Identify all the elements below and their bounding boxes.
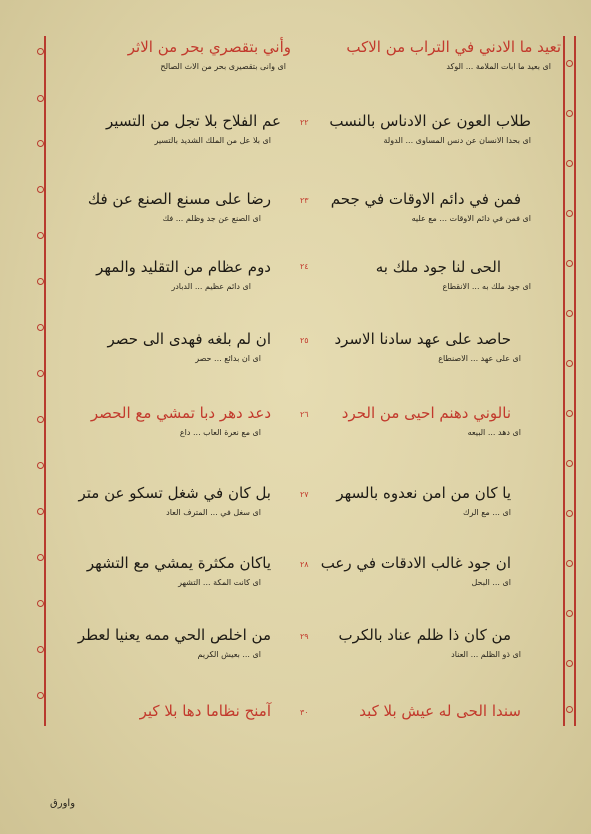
verse-left-10: آمنح نظاما دها بلا كير — [139, 702, 271, 720]
verse-right-9: من كان ذا ظلم عناد بالكرب — [338, 626, 511, 644]
gloss-right-4: اى جود ملك به ... الانقطاع — [442, 282, 531, 291]
gloss-left-6: اى مع نعرة العاب ... داع — [179, 428, 261, 437]
gloss-right-8: اى ... البحل — [471, 578, 511, 587]
right-border-line-outer — [574, 36, 576, 726]
gloss-right-3: اى فمن في دائم الاوقات ... مع عليه — [411, 214, 531, 223]
verse-left-2: عم الفلاح بلا تجل من التسير — [106, 112, 281, 130]
verse-right-6: نالوني دهنم احيى من الحرد — [341, 404, 511, 422]
verse-right-1: تعيد ما الادني في التراب من الاكب — [346, 38, 561, 56]
verse-right-5: حاصد على عهد سادنا الاسرد — [334, 330, 511, 348]
verse-marker-10: ٣٠ — [300, 708, 309, 717]
gloss-left-2: اى بلا عل من الملك الشديد بالتسير — [154, 136, 271, 145]
verse-marker-7: ٢٧ — [300, 490, 309, 499]
gloss-right-7: اى ... مع الرك — [463, 508, 511, 517]
verse-marker-8: ٢٨ — [300, 560, 309, 569]
verse-right-2: طلاب العون عن الادناس بالنسب — [329, 112, 531, 130]
verse-marker-4: ٢٤ — [300, 262, 309, 271]
verse-marker-6: ٢٦ — [300, 410, 309, 419]
verse-right-7: يا كان من امن نعدوه بالسهر — [336, 484, 511, 502]
gloss-left-7: اى سغل في ... المترف العاد — [166, 508, 261, 517]
verse-right-10: سندا الحى له عيش بلا كبد — [359, 702, 521, 720]
verse-left-6: دعد دهر دبا تمشي مع الحصر — [90, 404, 271, 422]
verse-right-8: ان جود غالب الادقات في رعب — [320, 554, 511, 572]
left-border-line — [44, 36, 46, 726]
verse-right-3: فمن في دائم الاوقات في جحم — [330, 190, 521, 208]
verse-left-4: دوم عظام من التقليد والمهر — [96, 258, 271, 276]
verse-marker-3: ٢٣ — [300, 196, 309, 205]
verse-right-4: الحى لنا جود ملك به — [375, 258, 501, 276]
verse-left-5: ان لم بلغه فهدى الى حصر — [107, 330, 271, 348]
verse-marker-5: ٢٥ — [300, 336, 309, 345]
verse-left-3: رضا على مسنع الصنع عن فك — [87, 190, 271, 208]
right-border-line-inner — [563, 36, 565, 726]
gloss-left-1: اى وانى بتقصيرى بحر من الاث الصالح — [160, 62, 286, 71]
gloss-right-5: اى على عهد ... الاصنطاع — [438, 354, 521, 363]
verse-marker-2: ٢٢ — [300, 118, 309, 127]
verse-left-9: من اخلص الحي ممه يعنيا لعطر — [77, 626, 271, 644]
gloss-right-6: اى دهد ... البيعه — [467, 428, 521, 437]
gloss-left-3: اى الصنع عن جد وظلم ... فك — [162, 214, 261, 223]
gloss-right-1: اى بعيد ما ابات الملامة ... الوكد — [446, 62, 551, 71]
verse-left-7: بل كان في شغل تسكو عن متر — [78, 484, 271, 502]
verse-left-1: وأني بتقصري بحر من الاثر — [127, 38, 291, 56]
gloss-right-2: اى بحدا الانسان عن دنس المساوى ... الدولة — [383, 136, 531, 145]
gloss-left-4: اى دائم عظيم ... الدبادر — [171, 282, 251, 291]
gloss-left-9: اى ... بعيش الكريم — [197, 650, 261, 659]
gloss-left-5: اى ان بدائع ... حصر — [195, 354, 261, 363]
gloss-right-9: اى ذو الظلم ... العناد — [451, 650, 521, 659]
gloss-left-8: اى كانت المكة ... التشهر — [178, 578, 261, 587]
catchword: واورق — [50, 798, 76, 809]
verse-marker-9: ٢٩ — [300, 632, 309, 641]
verse-left-8: ياكان مكثرة يمشي مع التشهر — [86, 554, 271, 572]
